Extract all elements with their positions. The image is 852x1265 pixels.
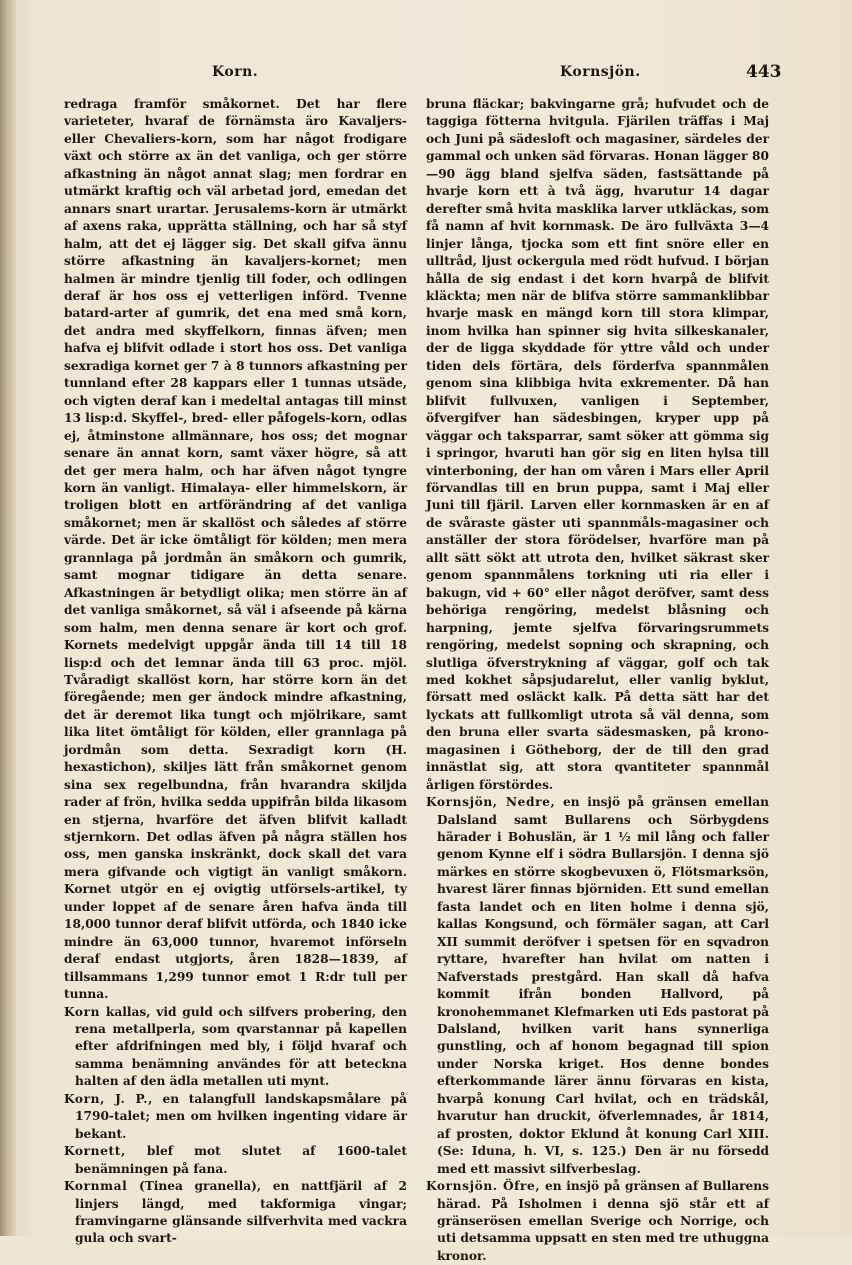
entry-headword: Kornsjön. Öfre, <box>426 1179 541 1194</box>
entry-korn-continued <box>64 96 407 1004</box>
entry-text: en talangfull landskapsmålare på 1790-talet; men om hvilken ingenting vidare är bekant. <box>75 1091 408 1141</box>
entry-headword: Kornmal <box>64 1179 128 1194</box>
entry-text: (Tinea granella), en nattfjäril af 2 linjers längd, med takformiga vingar; framvingarne glänsande silfverhvita med vackra gula och svart- <box>75 1179 407 1246</box>
entry-headword: Kornsjön, Nedre, <box>426 795 556 810</box>
entry-kornsjon-nedre <box>426 794 769 1178</box>
right-column <box>426 96 769 1263</box>
entry-korn-jp <box>64 1091 407 1143</box>
entry-text: bruna fläckar; bakvingarne grå; hufvudet och de taggiga fötterna hvitgula. Fjärilen träffas i Maj och Juni på sädesloft och magasiner, särdeles der gammal och unken säd förvaras. Honan lägger 80—90 ägg bland sjelfva säden, fastsättande på hvarje korn ett à två ägg, hvarutur 14 dagar derefter små hvita masklika larver utkläckas, som få namn af hvit kornmask. De äro fullväxta 3—4 linjer långa, tjocka som ett fint snöre eller en ulltråd, ljust ockergula med rödt hufvud. I början hålla de sig endast i det korn hvarpå de blifvit kläckta; men när de blifva större sammanklibbar hvarje mask en mängd korn till stora klimpar, inom hvilka han spinner sig hvita silkeskanaler, der de ligga skyddade för yttre våld och under tiden dels förtära, dels förderfva spannmålen genom sina klibbiga hvita exkrementer. Då han blifvit fullvuxen, vanligen i September, öfvergifver han sädesbingen, kryper upp på väggar och taksparrar, samt söker att gömma sig i springor, hvaruti han gör sig en liten hylsa till vinterboning, der han om våren i Mars eller April förvandlas till en brun puppa, samt i Maj eller Juni till fjäril. Larven eller kornmasken är en af de svåraste gäster uti spannmåls-magasiner och anställer der stora förödelser, hvarföre man på allt sätt sökt att utrota den, hvilket säkrast sker genom spannmålens torkning uti ria eller i bakugn, vid + 60° eller något deröfver, samt dess behöriga rengöring, medelst blåsning och harpning, jemte sjelfva förvaringsrummets rengöring, medelst sopning och skrapning, och slutliga öfverstrykning af väggar, golf och tak med kokhet såpsjudarelut, eller vanlig byklut, försatt med osläckt kalk. På detta sätt har det lyckats att fullkomligt utrota så väl denna, som den bruna eller svarta sädesmasken, på krono-magasinen i Götheborg, der de till den grad innästlat sig, att stora qvantiteter spannmål årligen förstördes. <box>426 97 769 792</box>
entry-headword: Korn <box>64 1004 101 1019</box>
running-head-left: Korn. <box>212 64 259 80</box>
page-binding-edge <box>0 0 16 1236</box>
entry-text: kallas, vid guld och silfvers probering, den rena metallperla, som qvarstannar på kapellen efter afdrifningen med bly, i följd hvaraf och samma benämning användes för att beteckna halten af den ädla metallen uti mynt. <box>75 1004 407 1089</box>
entry-korn-metal <box>64 1004 407 1091</box>
page-header <box>66 62 782 86</box>
page-number: 443 <box>746 62 782 82</box>
entry-kornsjon-ofre <box>426 1178 769 1265</box>
entry-kornmal-continued <box>426 96 769 794</box>
entry-headword: Korn, J. P., <box>64 1091 153 1106</box>
running-head-right: Kornsjön. <box>560 64 641 80</box>
entry-text: en insjö på gränsen emellan Dalsland samt Bullarens och Sörbygdens härader i Bohuslän, är 1 ½ mil lång och faller genom Kynne elf i södra Bullarsjön. I denna sjö märkes en större skogbevuxen ö, Flötsmarksön, hvarest lärer finnas björniden. Ett sund emellan fasta landet och en liten holme i denna sjö, kallas Kongsund, och förmäler sagan, att Carl XII summit deröfver i spetsen för en sqvadron ryttare, hvarefter han hvilat om natten i Nafverstads prestgård. Han skall då hafva kommit ifrån bonden Hallvord, på kronohemmanet Klefmarken uti Eds pastorat på Dalsland, hvilken varit hans synnerliga gunstling, och af honom begagnad till spion under Norska kriget. Hos denne bondes efterkommande lärer ännu förvaras en kista, hvarpå konung Carl hvilat, och en trädskål, hvarutur han druckit, öfverlemnades, år 1814, af prosten, doktor Eklund åt konung Carl XIII. (Se: Iduna, h. VI, s. 125.) Den är nu försedd med ett massivt silfverbeslag. <box>437 795 769 1176</box>
entry-kornett <box>64 1143 407 1178</box>
entry-kornmal <box>64 1178 407 1248</box>
left-column <box>64 96 408 1246</box>
entry-text: blef mot slutet af 1600-talet benämningen på fana. <box>75 1144 407 1176</box>
entry-headword: Kornett, <box>64 1144 126 1159</box>
entry-text: redraga framför småkornet. Det har flere varieteter, hvaraf de förnämsta äro Kavaljers- eller Chevaliers-korn, som har något frodigare växt och större ax än det vanliga, och ger större afkastning än något annat slag; men fordrar en utmärkt kraftig och väl arbetad jord, emedan det annars snart urartar. Jerusalems-korn är utmärkt af axens raka, upprätta ställning, och har så styf halm, att det ej lägger sig. Det skall gifva ännu större afkastning än kavaljers-kornet; men halmen är mindre tjenlig till foder, och odlingen deraf är hos oss ej vetterligen införd. Tvenne batard-arter af gumrik, det ena med små korn, det andra med skyffelkorn, finnas äfven; men hafva ej blifvit odlade i stort hos oss. Det vanliga sexradiga kornet ger 7 à 8 tunnors afkastning per tunnland efter 28 kappars eller 1 tunnas utsäde, och vigten deraf kan i medeltal antagas till minst 13 lisp:d. Skyffel-, bred- eller påfogels-korn, odlas ej, åtminstone allmännare, hos oss; det mognar senare än annat korn, samt växer högre, så att det ger mera halm, och har äfven något tyngre korn än vanligt. Himalaya- eller himmelskorn, är troligen blott en artförändring af det vanliga småkornet; men är skallöst och således af större värde. Det är icke ömtåligt för kölden; men mera grannlaga på jordmån än småkorn och gumrik, samt mognar tidigare än detta senare. Afkastningen är betydligt olika; men större än af det vanliga småkornet, så väl i afseende på kärna som halm, men denna senare är kort och grof. Kornets medelvigt uppgår ända till 14 till 18 lisp:d och det lemnar ända till 63 proc. mjöl. Tvåradigt skallöst korn, har större korn än det föregående; men ger ändock mindre afkastning, det är deremot lika tungt och mjölrikare, samt lika litet ömtåligt för kölden, eller grannlaga på jordmån som detta. Sexradigt korn (H. hexastichon), skiljes lätt från småkornet genom sina sex regelbundna, från hvarandra skiljda rader af frön, hvilka sedda uppifrån bilda likasom en stjerna, hvarföre det äfven blifvit kalladt stjernkorn. Det odlas äfven på några ställen hos oss, men ganska inskränkt, dock skall det vara mera gifvande och vigtigt än vanligt småkorn. Kornet utgör en ej ovigtig utförsels-artikel, ty under loppet af de senare åren hafva ända till 18,000 tunnor deraf blifvit utförda, och 1840 icke mindre än 63,000 tunnor, hvaremot införseln deraf endast utgjorts, åren 1828—1839, af tillsammans 1,299 tunnor emot 1 R:dr tull per tunna. <box>64 97 407 1002</box>
entry-text: en insjö på gränsen af Bullarens härad. På Isholmen i denna sjö står ett af gränserösen emellan Sverige och Norrige, och uti detsamma uppsatt en sten med tre uthuggna kronor. <box>437 1179 769 1263</box>
